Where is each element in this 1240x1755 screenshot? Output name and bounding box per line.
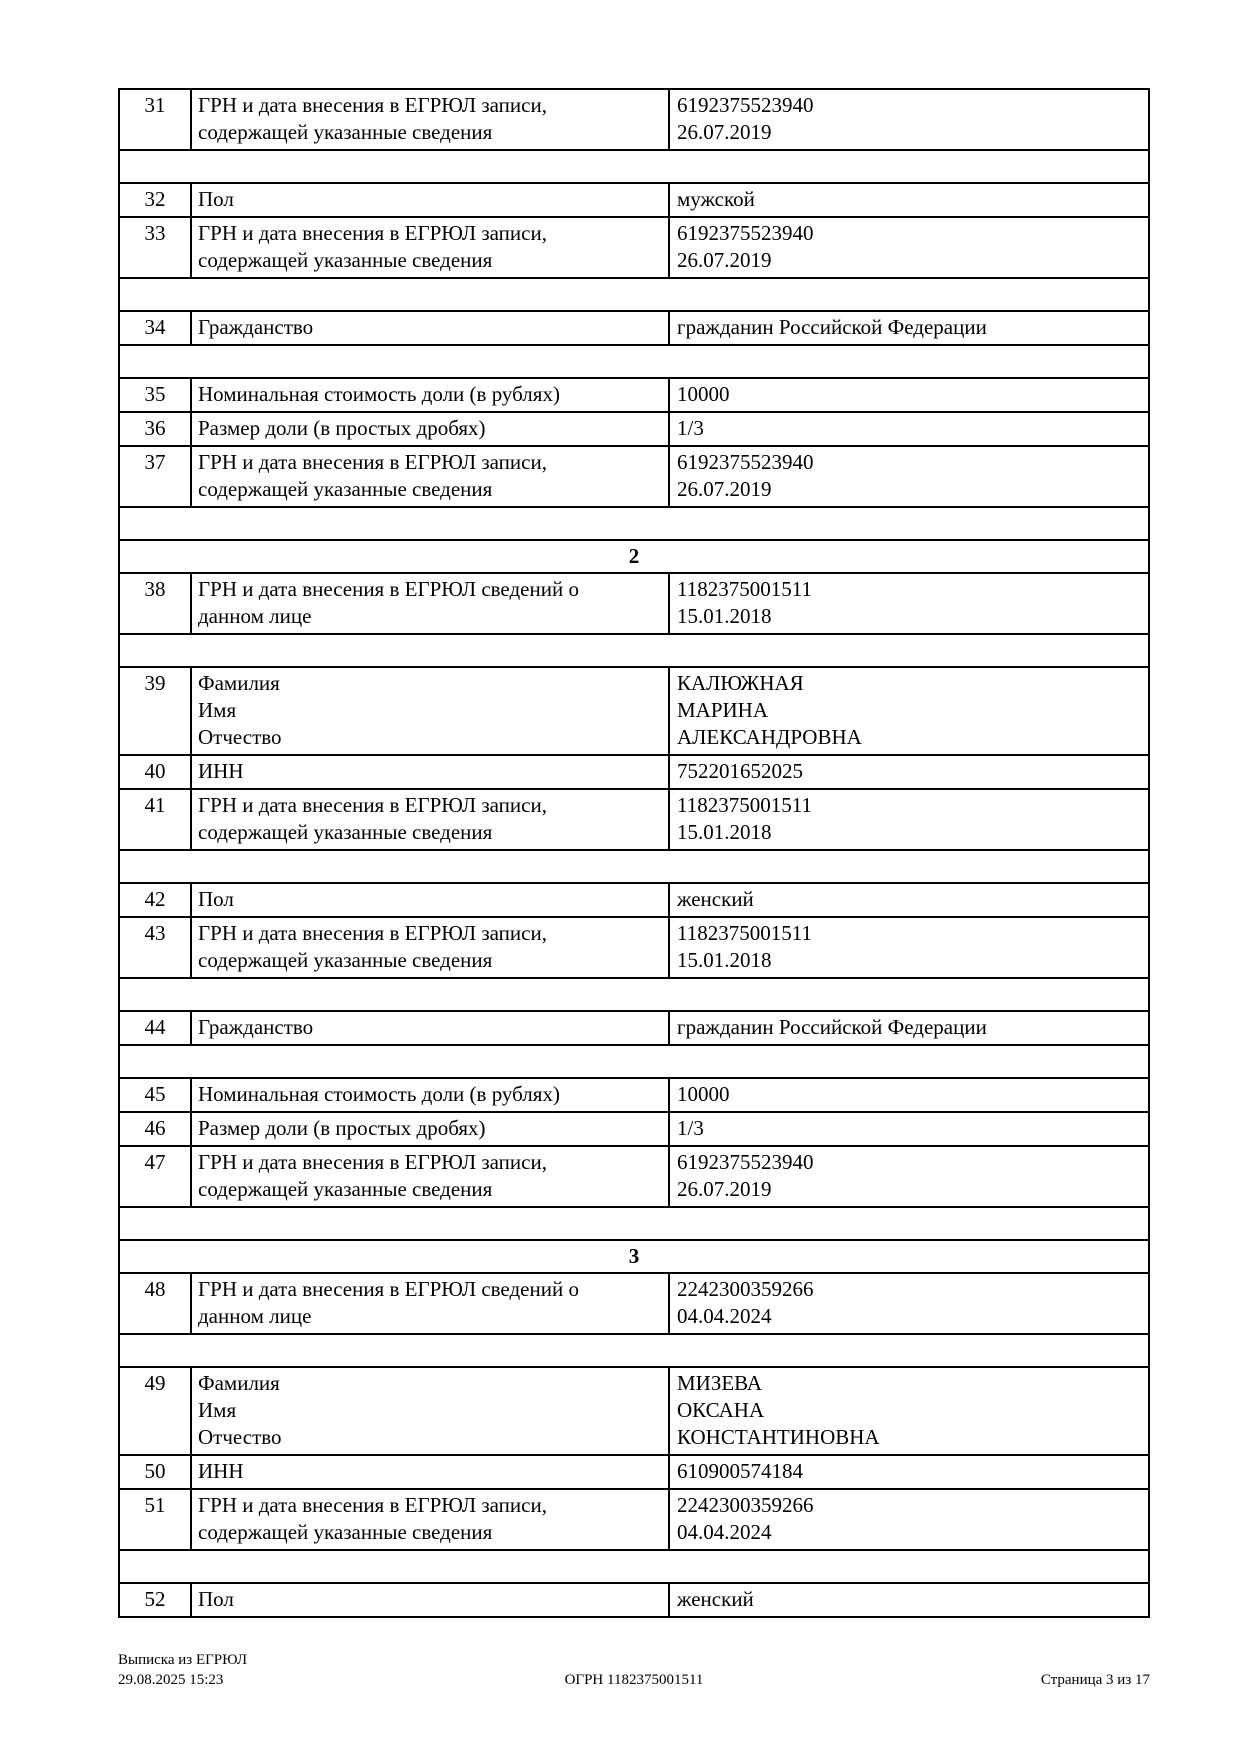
- spacer-row: [120, 279, 1148, 312]
- row-label: [192, 1456, 670, 1488]
- row-value-line: 2242300359266: [677, 1493, 814, 1517]
- row-value-line: 1/3: [677, 416, 704, 440]
- table-row: [120, 312, 1148, 346]
- row-label-line: Номинальная стоимость доли (в рублях): [198, 382, 560, 406]
- row-label: [192, 1012, 670, 1044]
- table-row: [120, 756, 1148, 790]
- row-value-line: 10000: [677, 382, 730, 406]
- footer-ogrn: ОГРН 1182375001511: [564, 1672, 704, 1688]
- row-label-line: данном лице: [198, 1304, 312, 1328]
- row-value: [670, 1274, 1148, 1333]
- row-value: [670, 90, 1148, 149]
- spacer-row: [120, 1335, 1148, 1368]
- row-value-line: 1182375001511: [677, 921, 812, 945]
- table-row: [120, 1079, 1148, 1113]
- row-value: [670, 668, 1148, 754]
- footer-datetime: 29.08.2025 15:23: [118, 1672, 224, 1688]
- row-label-line: ГРН и дата внесения в ЕГРЮЛ сведений о: [198, 577, 579, 601]
- row-label: [192, 184, 670, 216]
- row-label-line: Пол: [198, 1587, 234, 1611]
- footer-left-block: [118, 1650, 462, 1690]
- table-row: [120, 1113, 1148, 1147]
- footer-page-number: Страница 3 из 17: [1040, 1672, 1150, 1688]
- row-label: [192, 90, 670, 149]
- row-number: 46: [120, 1113, 192, 1145]
- row-number: 41: [120, 790, 192, 849]
- row-number: 36: [120, 413, 192, 445]
- row-value-line: 6192375523940: [677, 450, 814, 474]
- row-label-line: ГРН и дата внесения в ЕГРЮЛ записи,: [198, 221, 547, 245]
- row-value-line: 6192375523940: [677, 93, 814, 117]
- row-label: [192, 218, 670, 277]
- row-label: [192, 1368, 670, 1454]
- row-label-line: Размер доли (в простых дробях): [198, 1116, 486, 1140]
- row-value: [670, 1490, 1148, 1549]
- row-label: [192, 1079, 670, 1111]
- row-value: [670, 790, 1148, 849]
- table-row: [120, 918, 1148, 979]
- row-label-line: ГРН и дата внесения в ЕГРЮЛ записи,: [198, 1493, 547, 1517]
- row-value-line: гражданин Российской Федерации: [677, 1015, 987, 1039]
- row-value-line: 1/3: [677, 1116, 704, 1140]
- row-value: [670, 413, 1148, 445]
- table-row: [120, 1147, 1148, 1208]
- row-label: [192, 1147, 670, 1206]
- spacer-row: [120, 1046, 1148, 1079]
- row-value: [670, 1584, 1148, 1616]
- section-number: 2: [628, 544, 640, 568]
- row-label-line: Гражданство: [198, 1015, 314, 1039]
- row-label: [192, 1113, 670, 1145]
- row-value: [670, 1012, 1148, 1044]
- row-value-line: АЛЕКСАНДРОВНА: [677, 725, 862, 749]
- table-row: [120, 184, 1148, 218]
- row-label-line: ГРН и дата внесения в ЕГРЮЛ записи,: [198, 93, 547, 117]
- table-row: [120, 1274, 1148, 1335]
- row-label-line: Номинальная стоимость доли (в рублях): [198, 1082, 560, 1106]
- row-label-line: Имя: [198, 698, 237, 722]
- row-number: 49: [120, 1368, 192, 1454]
- spacer-row: [120, 508, 1148, 541]
- table-row: [120, 1490, 1148, 1551]
- row-label-line: содержащей указанные сведения: [198, 1177, 493, 1201]
- row-label: [192, 918, 670, 977]
- spacer-row: [120, 979, 1148, 1012]
- row-label-line: Фамилия: [198, 1371, 280, 1395]
- row-label-line: ГРН и дата внесения в ЕГРЮЛ сведений о: [198, 1277, 579, 1301]
- row-label-line: данном лице: [198, 604, 312, 628]
- row-value-line: 26.07.2019: [677, 477, 772, 501]
- row-value: [670, 1079, 1148, 1111]
- row-value-line: женский: [677, 1587, 754, 1611]
- row-value: [670, 184, 1148, 216]
- page-footer: [118, 1650, 1150, 1690]
- table-row: [120, 1012, 1148, 1046]
- row-number: 31: [120, 90, 192, 149]
- row-label-line: Пол: [198, 887, 234, 911]
- row-label: [192, 1490, 670, 1549]
- row-number: 47: [120, 1147, 192, 1206]
- section-header-row: [120, 541, 1148, 574]
- row-label-line: ГРН и дата внесения в ЕГРЮЛ записи,: [198, 450, 547, 474]
- row-label-line: содержащей указанные сведения: [198, 477, 493, 501]
- row-value-line: 610900574184: [677, 1459, 803, 1483]
- spacer-row: [120, 635, 1148, 668]
- row-value: [670, 379, 1148, 411]
- row-label-line: содержащей указанные сведения: [198, 248, 493, 272]
- row-value-line: 6192375523940: [677, 1150, 814, 1174]
- row-value-line: 1182375001511: [677, 577, 812, 601]
- spacer-row: [120, 1208, 1148, 1241]
- row-value-line: мужской: [677, 187, 755, 211]
- section-header-row: [120, 1241, 1148, 1274]
- row-value: [670, 884, 1148, 916]
- row-label: [192, 668, 670, 754]
- row-value-line: гражданин Российской Федерации: [677, 315, 987, 339]
- row-label: [192, 756, 670, 788]
- row-number: 52: [120, 1584, 192, 1616]
- egrul-table: [118, 88, 1150, 1618]
- row-value-line: 26.07.2019: [677, 1177, 772, 1201]
- row-label-line: ИНН: [198, 1459, 244, 1483]
- row-label-line: ГРН и дата внесения в ЕГРЮЛ записи,: [198, 921, 547, 945]
- table-row: [120, 1584, 1148, 1618]
- row-value-line: 15.01.2018: [677, 820, 772, 844]
- row-number: 44: [120, 1012, 192, 1044]
- row-value-line: КОНСТАНТИНОВНА: [677, 1425, 880, 1449]
- row-number: 32: [120, 184, 192, 216]
- row-number: 42: [120, 884, 192, 916]
- row-value-line: 26.07.2019: [677, 248, 772, 272]
- row-value: [670, 756, 1148, 788]
- row-number: 48: [120, 1274, 192, 1333]
- table-row: [120, 90, 1148, 151]
- table-row: [120, 379, 1148, 413]
- row-label: [192, 884, 670, 916]
- row-label: [192, 790, 670, 849]
- row-label-line: содержащей указанные сведения: [198, 948, 493, 972]
- row-number: 33: [120, 218, 192, 277]
- row-value-line: 1182375001511: [677, 793, 812, 817]
- row-number: 35: [120, 379, 192, 411]
- row-label-line: содержащей указанные сведения: [198, 120, 493, 144]
- row-label: [192, 312, 670, 344]
- row-number: 34: [120, 312, 192, 344]
- row-value: [670, 574, 1148, 633]
- row-value-line: 15.01.2018: [677, 948, 772, 972]
- table-row: [120, 790, 1148, 851]
- table-row: [120, 884, 1148, 918]
- table-row: [120, 447, 1148, 508]
- row-number: 50: [120, 1456, 192, 1488]
- row-label-line: Гражданство: [198, 315, 314, 339]
- spacer-row: [120, 151, 1148, 184]
- footer-doc-title: Выписка из ЕГРЮЛ: [118, 1652, 247, 1668]
- table-row: [120, 413, 1148, 447]
- row-number: 37: [120, 447, 192, 506]
- row-value-line: МИЗЕВА: [677, 1371, 763, 1395]
- row-value-line: 15.01.2018: [677, 604, 772, 628]
- row-value: [670, 918, 1148, 977]
- row-value: [670, 1113, 1148, 1145]
- row-value-line: ОКСАНА: [677, 1398, 765, 1422]
- table-row: [120, 574, 1148, 635]
- row-label: [192, 1584, 670, 1616]
- row-value-line: 752201652025: [677, 759, 803, 783]
- row-number: 43: [120, 918, 192, 977]
- row-value-line: 6192375523940: [677, 221, 814, 245]
- spacer-row: [120, 851, 1148, 884]
- table-row: [120, 218, 1148, 279]
- row-value: [670, 1147, 1148, 1206]
- row-number: 38: [120, 574, 192, 633]
- row-label: [192, 1274, 670, 1333]
- row-label: [192, 447, 670, 506]
- row-number: 45: [120, 1079, 192, 1111]
- table-row: [120, 668, 1148, 756]
- row-label-line: Пол: [198, 187, 234, 211]
- row-label-line: Размер доли (в простых дробях): [198, 416, 486, 440]
- row-value: [670, 312, 1148, 344]
- section-number: 3: [628, 1244, 640, 1268]
- row-value-line: 26.07.2019: [677, 120, 772, 144]
- table-row: [120, 1368, 1148, 1456]
- row-label-line: содержащей указанные сведения: [198, 1520, 493, 1544]
- row-label-line: Фамилия: [198, 671, 280, 695]
- row-label-line: ГРН и дата внесения в ЕГРЮЛ записи,: [198, 793, 547, 817]
- row-value-line: 10000: [677, 1082, 730, 1106]
- row-label-line: ИНН: [198, 759, 244, 783]
- row-value-line: 04.04.2024: [677, 1520, 772, 1544]
- row-label-line: ГРН и дата внесения в ЕГРЮЛ записи,: [198, 1150, 547, 1174]
- spacer-row: [120, 1551, 1148, 1584]
- row-value: [670, 1456, 1148, 1488]
- row-value-line: КАЛЮЖНАЯ: [677, 671, 804, 695]
- spacer-row: [120, 346, 1148, 379]
- row-label-line: содержащей указанные сведения: [198, 820, 493, 844]
- row-value-line: 2242300359266: [677, 1277, 814, 1301]
- row-label-line: Отчество: [198, 1425, 282, 1449]
- row-value-line: женский: [677, 887, 754, 911]
- row-value-line: 04.04.2024: [677, 1304, 772, 1328]
- row-number: 39: [120, 668, 192, 754]
- row-value: [670, 447, 1148, 506]
- row-value: [670, 218, 1148, 277]
- row-number: 40: [120, 756, 192, 788]
- row-label-line: Отчество: [198, 725, 282, 749]
- row-value-line: МАРИНА: [677, 698, 769, 722]
- row-label: [192, 413, 670, 445]
- row-number: 51: [120, 1490, 192, 1549]
- row-value: [670, 1368, 1148, 1454]
- table-row: [120, 1456, 1148, 1490]
- row-label-line: Имя: [198, 1398, 237, 1422]
- row-label: [192, 574, 670, 633]
- row-label: [192, 379, 670, 411]
